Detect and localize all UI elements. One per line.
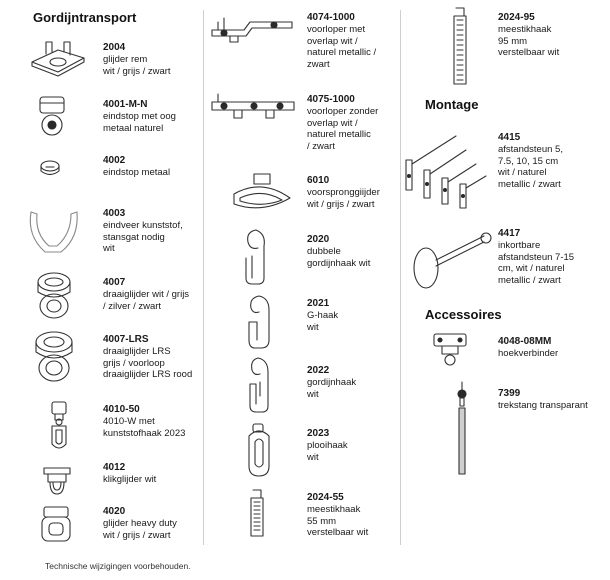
product-description: plooihaak wit [307, 440, 348, 463]
heading-montage: Montage [425, 97, 479, 112]
product-4075-1000 [307, 94, 378, 152]
product-description: eindveer kunststof, stansgat nodig wit [103, 220, 183, 254]
product-4001-m-n [103, 99, 176, 134]
shortenable-bracket-illustration [410, 222, 496, 292]
sew-in-hook-55-illustration [245, 488, 269, 540]
product-code: 7399 [498, 388, 521, 399]
heading-gordijntransport: Gordijntransport [33, 10, 137, 25]
leader-overlap-illustration [210, 12, 294, 46]
product-code: 4007-LRS [103, 334, 149, 345]
double-curtain-hook-illustration [242, 228, 272, 286]
product-2024-95 [498, 12, 559, 59]
sew-in-hook-95-illustration [448, 6, 472, 88]
product-2022 [307, 365, 356, 400]
product-code: 2022 [307, 365, 330, 376]
product-4007 [103, 277, 189, 312]
g-hook-illustration [245, 294, 273, 350]
product-description: klikglijder wit [103, 474, 157, 485]
product-4417 [498, 228, 574, 286]
product-description: gordijnhaak wit [307, 377, 357, 400]
heavy-duty-glider-illustration [38, 505, 74, 545]
column-divider-2 [400, 10, 401, 545]
leader-no-overlap-illustration [210, 90, 296, 124]
product-code: 6010 [307, 175, 330, 186]
product-code: 2020 [307, 234, 330, 245]
swivel-glider-lrs-illustration [30, 330, 78, 384]
product-description: trekstang transparant [498, 400, 588, 411]
product-4012 [103, 462, 156, 486]
product-4048-08mm [498, 336, 558, 360]
corner-connector-illustration [428, 328, 472, 368]
product-description: voorloper met overlap wit / naturel metallic / zwart [307, 24, 377, 70]
product-code: 4048-08MM [498, 336, 552, 347]
pleat-hook-illustration [243, 422, 275, 478]
product-6010 [307, 175, 380, 210]
product-code: 2021 [307, 298, 330, 309]
product-2021 [307, 298, 338, 333]
product-description: G-haak wit [307, 310, 339, 333]
product-description: voorspronggiijder wit / grijs / zwart [307, 187, 380, 210]
product-code: 4007 [103, 277, 126, 288]
heading-accessoires: Accessoires [425, 307, 502, 322]
product-code: 4417 [498, 228, 521, 239]
product-code: 4010-50 [103, 404, 140, 415]
swivel-glider-illustration [32, 270, 76, 322]
column-divider-1 [203, 10, 204, 545]
product-code: 2023 [307, 428, 330, 439]
glider-brake-illustration [28, 36, 88, 76]
product-4415 [498, 132, 563, 190]
product-4074-1000 [307, 12, 376, 70]
product-description: draaiglijder LRS grijs / voorloop draaiglijder LRS rood [103, 346, 193, 380]
product-code: 4020 [103, 506, 126, 517]
click-glider-illustration [40, 462, 74, 496]
product-description: meestikhaak 55 mm verstelbaar wit [307, 504, 369, 538]
product-4007-lrs [103, 334, 192, 381]
product-code: 4001-M-N [103, 99, 148, 110]
product-code: 2004 [103, 42, 126, 53]
product-2004 [103, 42, 171, 77]
spring-glider-illustration [230, 170, 294, 216]
product-code: 4003 [103, 208, 126, 219]
end-stop-eye-illustration [34, 95, 70, 139]
glider-hook-illustration [44, 400, 74, 452]
product-description: draaiglijder wit / grijs / zilver / zwart [103, 289, 190, 312]
product-code: 2024-95 [498, 12, 535, 23]
product-description: eindstop metaal [103, 167, 171, 178]
product-description: eindstop met oog metaal naturel [103, 111, 176, 134]
draw-rod-illustration [450, 380, 474, 480]
end-stop-metal-illustration [37, 158, 63, 180]
product-description: 4010-W met kunststofhaak 2023 [103, 416, 186, 439]
product-4020 [103, 506, 177, 541]
product-code: 4002 [103, 155, 126, 166]
product-2024-55 [307, 492, 368, 539]
product-description: voorloper zonder overlap wit / naturel metallic / zwart [307, 106, 379, 152]
product-description: glijder heavy duty wit / grijs / zwart [103, 518, 177, 541]
product-code: 2024-55 [307, 492, 344, 503]
product-2023 [307, 428, 348, 463]
product-description: afstandsteun 5, 7.5, 10, 15 cm wit / naturel metallic / zwart [498, 144, 563, 190]
product-description: glijder rem wit / grijs / zwart [103, 54, 171, 77]
product-code: 4074-1000 [307, 12, 355, 23]
product-description: hoekverbinder [498, 348, 559, 359]
product-4003 [103, 208, 183, 255]
product-7399 [498, 388, 588, 412]
product-code: 4012 [103, 462, 126, 473]
product-description: inkortbare afstandsteun 7-15 cm, wit / naturel metallic / zwart [498, 240, 575, 286]
product-2020 [307, 234, 370, 269]
curtain-hook-illustration [246, 356, 272, 414]
product-4010-50 [103, 404, 185, 439]
product-description: meestikhaak 95 mm verstelbaar wit [498, 24, 560, 58]
disclaimer-note: Technische wijzigingen voorbehouden. [45, 561, 191, 571]
product-description: dubbele gordijnhaak wit [307, 246, 371, 269]
distance-bracket-illustration [404, 120, 492, 210]
product-code: 4415 [498, 132, 521, 143]
product-4002 [103, 155, 170, 179]
product-code: 4075-1000 [307, 94, 355, 105]
end-spring-illustration [25, 208, 85, 258]
